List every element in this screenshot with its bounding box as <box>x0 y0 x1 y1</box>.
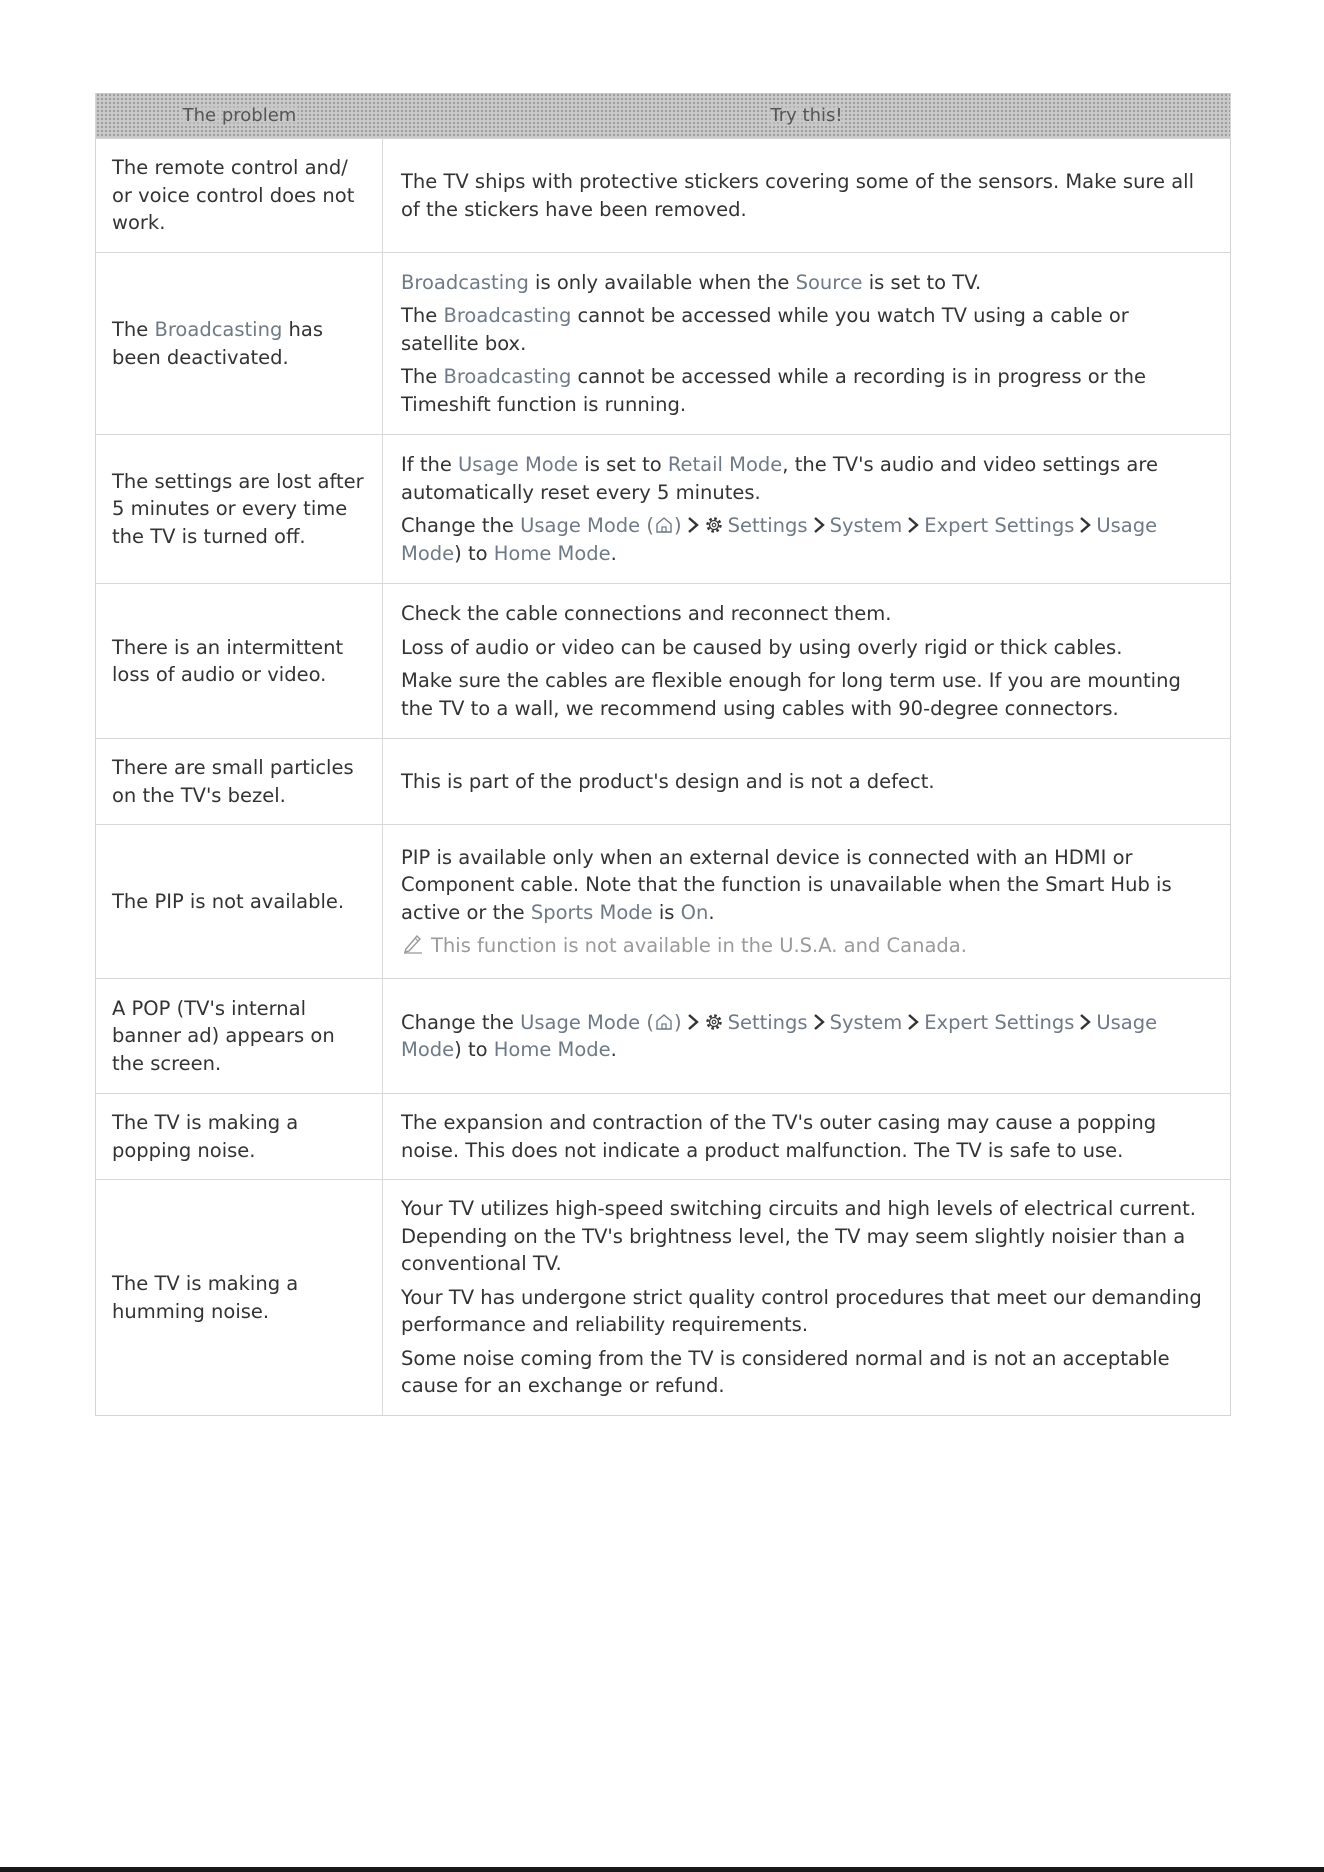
home-icon <box>654 515 674 535</box>
keyword: Expert Settings <box>924 1010 1075 1034</box>
keyword: Sports Mode <box>530 900 653 924</box>
keyword: Broadcasting <box>154 318 283 341</box>
table-row <box>96 252 1230 434</box>
problem-cell: The remote control and/ or voice control does not work. <box>96 139 383 252</box>
keyword: Settings <box>727 514 808 537</box>
keyword: Usage Mode <box>401 514 1158 565</box>
pencil-note-icon <box>401 932 425 954</box>
solution-cell: The expansion and contraction of the TV's outer casing may cause a popping noise. This does not indicate a product malfunction. The TV is safe to use. <box>401 1111 1157 1162</box>
chevron-right-icon <box>907 1013 919 1031</box>
chevron-right-icon <box>1079 516 1091 534</box>
keyword: Settings <box>727 1010 808 1034</box>
keyword: On <box>680 900 709 924</box>
table-row <box>96 583 1230 738</box>
solution-cell: Check the cable connections and reconnect them. Loss of audio or video can be caused by using overly rigid or thick cables. Make sure the cables are flexible enough for long term use. If you are mounting the TV to a wall, we recommend using cables with 90-degree connectors. <box>401 602 1181 720</box>
chevron-right-icon <box>907 516 919 534</box>
chevron-right-icon <box>687 1013 699 1031</box>
keyword: Usage Mode <box>520 514 641 537</box>
keyword: Broadcasting <box>443 304 572 328</box>
keyword: Usage Mode <box>458 453 579 476</box>
keyword: Home Mode <box>493 541 611 565</box>
keyword: Expert Settings <box>924 514 1075 537</box>
table-row <box>96 138 1230 252</box>
keyword: Source <box>795 270 863 294</box>
chevron-right-icon <box>687 516 699 534</box>
keyword: Usage Mode <box>520 1010 641 1034</box>
problem-cell: The TV is making a humming noise. <box>96 1180 383 1415</box>
solution-cell: The TV ships with protective stickers covering some of the sensors. Make sure all of the stickers have been removed. <box>401 170 1194 221</box>
keyword: Broadcasting <box>443 365 572 389</box>
table-row <box>96 738 1230 824</box>
solution-cell: Broadcasting is only available when the Source is set to TV. The Broadcasting cannot be accessed while you watch TV using a cable or satellite box. The Broadcasting cannot be accessed while a recording is in progress or the Timeshift function is running. <box>401 270 1146 416</box>
table-row <box>96 1179 1230 1415</box>
keyword: Broadcasting <box>401 270 529 294</box>
home-icon <box>654 1012 674 1032</box>
keyword: Home Mode <box>493 1038 611 1061</box>
solution-cell: Change the Usage Mode ( ) Settings System Expert Settings Usage Mode) to Home Mode. <box>401 1010 1158 1061</box>
table-header <box>96 93 1230 138</box>
table-row <box>96 824 1230 978</box>
chevron-right-icon <box>1079 1013 1091 1031</box>
bottom-rule <box>0 1867 1324 1872</box>
chevron-right-icon <box>813 1013 825 1031</box>
table-row <box>96 434 1230 583</box>
chevron-right-icon <box>813 516 825 534</box>
solution-cell: Your TV utilizes high-speed switching circuits and high levels of electrical current. Depending on the TV's brightness level, the TV may seem slightly noisier than a conventional TV. Your TV has undergone strict quality control procedures that meet our demanding performance and reliability requirements. Some noise coming from the TV is considered normal and is not an acceptable cause for an exchange or refund. <box>401 1197 1202 1398</box>
problem-cell: The settings are lost after 5 minutes or every time the TV is turned off. <box>96 435 383 583</box>
note: This function is not available in the U.S.A. and Canada. <box>401 932 1212 960</box>
keyword: Retail Mode <box>667 453 783 476</box>
problem-cell: The PIP is not available. <box>96 825 383 978</box>
keyword: System <box>829 514 903 537</box>
problem-cell: A POP (TV's internal banner ad) appears on the screen. <box>96 979 383 1093</box>
gear-icon <box>704 1012 724 1032</box>
keyword: Usage Mode <box>401 1010 1158 1061</box>
solution-cell: This is part of the product's design and is not a defect. <box>401 769 935 793</box>
problem-cell: The Broadcasting has been deactivated. <box>96 253 383 434</box>
solution-cell: PIP is available only when an external device is connected with an HDMI or Component cable. Note that the function is unavailable when the Smart Hub is active or the Sports Mode is On. This function is not available in the U.S.A. and Canada. <box>383 825 1230 978</box>
table-row <box>96 978 1230 1093</box>
problem-cell: There is an intermittent loss of audio or video. <box>96 584 383 738</box>
troubleshooting-table <box>95 93 1231 1416</box>
header-try-this: Try this! <box>770 105 843 126</box>
solution-cell: If the Usage Mode is set to Retail Mode, the TV's audio and video settings are automatically reset every 5 minutes. Change the Usage Mode ( ) Settings System Expert Settings Usage Mode) to Home Mode. <box>401 453 1158 565</box>
problem-cell: There are small particles on the TV's bezel. <box>96 739 383 824</box>
problem-cell: The TV is making a popping noise. <box>96 1094 383 1179</box>
header-problem: The problem <box>182 105 297 126</box>
table-row <box>96 1093 1230 1179</box>
keyword: System <box>829 1010 903 1034</box>
gear-icon <box>704 515 724 535</box>
